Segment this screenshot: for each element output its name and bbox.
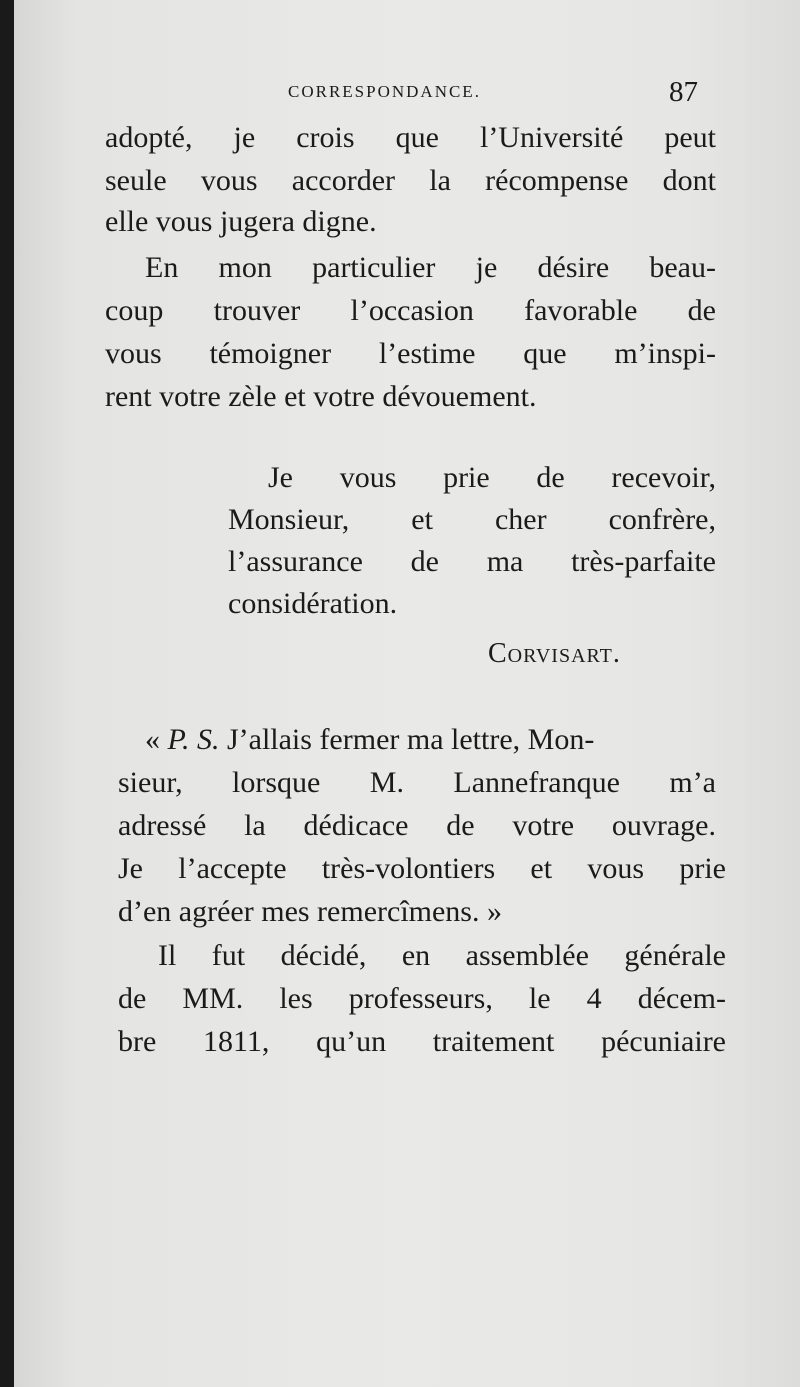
signature: Corvisart. bbox=[488, 638, 621, 669]
ps-line: sieur, lorsque M. Lannefranque m’a bbox=[118, 766, 716, 799]
text-line: rent votre zèle et votre dévouement. bbox=[105, 380, 537, 413]
ps-line: adressé la dédicace de votre ouvrage. bbox=[118, 809, 716, 842]
closing-line: l’assurance de ma très-parfaite bbox=[228, 545, 716, 578]
text-line: elle vous jugera digne. bbox=[105, 205, 377, 238]
text-line: coup trouver l’occasion favorable de bbox=[105, 294, 716, 327]
text-line: vous témoigner l’estime que m’inspi- bbox=[105, 337, 716, 370]
book-page bbox=[14, 0, 800, 1387]
ps-open-quote: « bbox=[145, 723, 168, 756]
ps-label: P. S. bbox=[167, 723, 220, 756]
running-head bbox=[14, 76, 800, 106]
ps-first-line-text: J’allais fermer ma lettre, Mon- bbox=[219, 723, 595, 756]
closing-line: Monsieur, et cher confrère, bbox=[228, 503, 716, 536]
text-line: de MM. les professeurs, le 4 décem- bbox=[118, 982, 726, 1015]
closing-line: Je vous prie de recevoir, bbox=[268, 461, 716, 494]
text-line: En mon particulier je désire beau- bbox=[145, 251, 716, 284]
ps-first-line bbox=[145, 722, 717, 758]
text-line: adopté, je crois que l’Université peut bbox=[105, 121, 716, 154]
text-line: Il fut décidé, en assemblée générale bbox=[158, 939, 726, 972]
ps-line: d’en agréer mes remercîmens. » bbox=[118, 895, 502, 928]
text-line: bre 1811, qu’un traitement pécuniaire bbox=[118, 1025, 726, 1058]
closing-line: considération. bbox=[228, 587, 398, 620]
ps-line: Je l’accepte très-volontiers et vous prie bbox=[118, 852, 726, 885]
running-title: CORRESPONDANCE. bbox=[288, 82, 481, 101]
text-line: seule vous accorder la récompense dont bbox=[105, 164, 716, 197]
page-number: 87 bbox=[669, 76, 698, 108]
